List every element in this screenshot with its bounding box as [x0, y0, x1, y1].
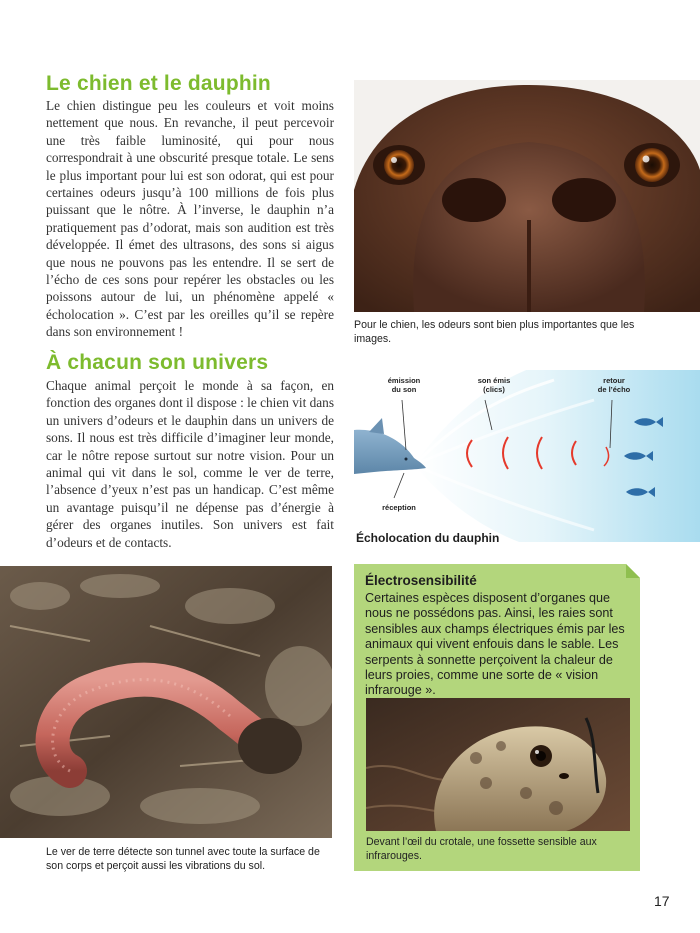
heat-pit-icon [559, 773, 569, 779]
section-title-univers: À chacun son univers [46, 351, 269, 374]
section-title-dog-dolphin: Le chien et le dauphin [46, 72, 271, 95]
corner-fold-icon [626, 564, 640, 578]
label-echo-return: retour de l’écho [597, 376, 631, 394]
label-emitted-sound: son émis (clics) [477, 376, 511, 394]
electrosensitivity-box [354, 564, 640, 871]
page-number: 17 [654, 893, 670, 909]
dog-nose-photo [354, 80, 700, 312]
rattlesnake-photo [366, 698, 630, 831]
earthworm-photo [0, 566, 332, 838]
section-text-univers: Chaque animal perçoit le monde à sa façon, en fonction des organes dont il dispose : le chien vit dans un univers d’odeurs et le dauphin dans un univers de sons. Il nous est très difficile d’imaginer leur monde, car le nôtre repose surtout sur notre vision. Pour un animal qui vit dans le sol, comme le ver de terre, l’absence d’yeux n’est pas un handicap. C’est même un avantage puisqu’il ne dépense pas d’énergie à gérer des organes inutiles. Son univers est fait d’odeurs et de contacts. [46, 378, 334, 550]
section-text-dog-dolphin: Le chien distingue peu les couleurs et voit moins nettement que nous. En revanche, il peut percevoir une très faible luminosité, qui pour nous correspondrait à une obscurité presque totale. Le sens le plus important pour lui est son odorat, qui est pour certaines odeurs jusqu’à 100 millions de fois plus puissant que le nôtre. À l’inverse, le dauphin n’a pratiquement pas d’odorat, mais son audition est très développée. Il émet des ultrasons, des sons si aigus que nous ne pouvons pas les entendre. Il se sert de l’écho de ces sons pour repérer les obstacles ou les poissons autour de lui, un phénomène appelé « écholocation ». C’est par les oreilles qu’il se repère dans son environnement ! [46, 98, 334, 340]
box-text: Certaines espèces disposent d’organes que nous ne possédons pas. Ainsi, les raies sont sensibles aux champs électriques émis par les animaux qui vivent enfouis dans le sable. Les serpents à sonnette perçoivent la chaleur de leurs proies, comme une sorte de « vision infrarouge ». [365, 591, 625, 698]
worm-photo-caption: Le ver de terre détecte son tunnel avec toute la surface de son corps et perçoit aussi les vibrations du sol. [46, 846, 320, 872]
label-reception: réception [382, 503, 416, 512]
echolocation-diagram [354, 370, 700, 545]
snake-photo-caption: Devant l’œil du crotale, une fossette sensible aux infrarouges. [366, 836, 597, 862]
dog-photo-caption: Pour le chien, les odeurs sont bien plus importantes que les images. [354, 319, 635, 345]
box-title: Électrosensibilité [365, 573, 477, 588]
echolocation-title: Écholocation du dauphin [356, 531, 500, 545]
label-emission: émission du son [387, 376, 421, 394]
